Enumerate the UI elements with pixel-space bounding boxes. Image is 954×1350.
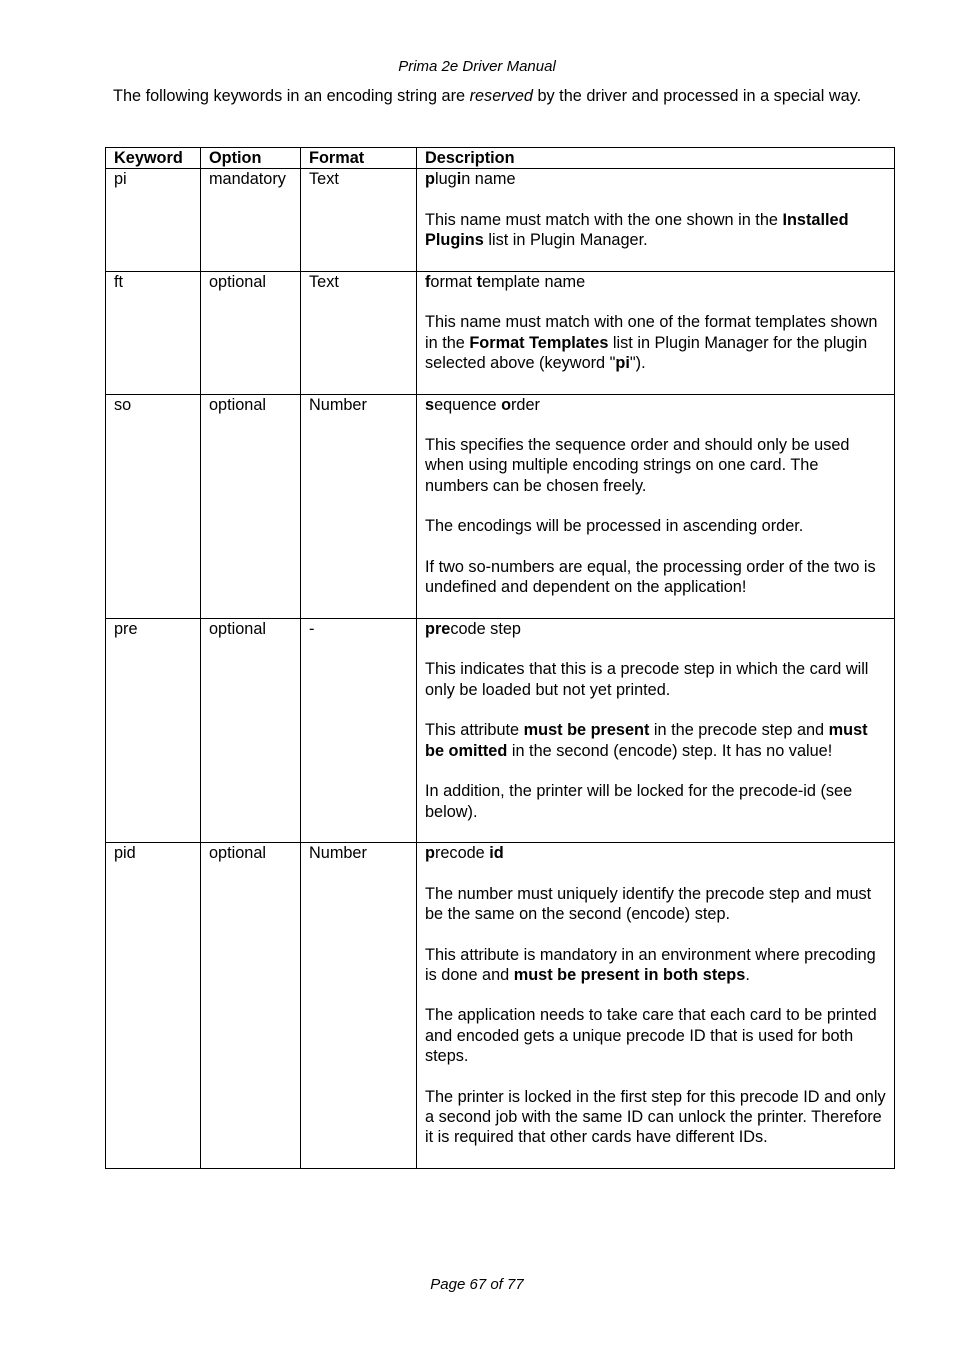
text: This attribute is mandatory in an environment where precoding is done and [425,945,876,984]
intro-paragraph [113,86,903,106]
format-cell: Number [301,843,417,1169]
text: code step [450,619,521,638]
format-cell: Number [301,394,417,618]
text: lug [434,170,457,189]
table-row [106,618,895,842]
text: The application needs to take care that each card to be printed and encoded gets a unique precode ID that is used for both steps. [425,1006,877,1066]
text: In addition, the printer will be locked for the precode-id (see below). [425,782,853,821]
description-paragraph [425,1005,886,1066]
table-body [106,169,895,1169]
description-cell [417,271,895,394]
keyword-cell: ft [106,271,201,394]
text: This name must match with one of the format templates shown in the [425,313,878,352]
text: in the second (encode) step. It has no value! [507,741,833,760]
header-keyword: Keyword [106,148,201,169]
text: If two so-numbers are equal, the processing order of the two is undefined and dependent on the application! [425,557,876,597]
description-paragraph [425,619,886,639]
header-description: Description [417,148,895,169]
header-format: Format [301,148,417,169]
text: list in Plugin Manager. [483,231,648,250]
table-row [106,843,895,1169]
text: rder [511,395,540,414]
option-cell: mandatory [201,169,301,271]
keyword-table [105,147,895,1169]
format-cell: Text [301,169,417,271]
intro-text-before: The following keywords in an encoding string are [113,87,470,105]
text: This specifies the sequence order and should only be used when using multiple encoding strings on one card. The numbers can be chosen freely. [425,436,850,495]
text: This indicates that this is a precode step in which the card will only be loaded but not yet printed. [425,660,869,699]
option-cell: optional [201,394,301,618]
option-cell: optional [201,271,301,394]
description-paragraph [425,557,886,598]
description-paragraph [425,1087,886,1148]
option-cell: optional [201,618,301,842]
page-header: Prima 2e Driver Manual [398,58,556,75]
page-footer: Page 67 of 77 [430,1276,524,1293]
text: "). [629,353,646,372]
bold-text: must be present [523,721,650,740]
keyword-cell: pi [106,169,201,271]
description-cell [417,169,895,271]
table-row [106,394,895,618]
bold-text: f [425,272,431,291]
text: list in Plugin Manager for the plugin selected above (keyword " [425,333,868,372]
text: The number must uniquely identify the precode step and must be the same on the second (encode) step. [425,884,872,923]
text: n name [461,170,516,189]
keyword-cell: pid [106,843,201,1169]
text: equence [434,395,502,414]
intro-emphasis: reserved [469,87,533,105]
table-row [106,169,895,271]
text: emplate name [482,272,586,291]
description-paragraph [425,843,886,863]
text: This attribute [425,721,524,740]
bold-text: p [425,844,435,863]
text: ormat [430,272,477,291]
keyword-cell: so [106,394,201,618]
bold-text: o [501,395,512,414]
bold-text: Installed Plugins [425,210,849,250]
description-paragraph [425,312,886,373]
bold-text: must be present in both steps [513,965,746,984]
text: in the precode step and [649,721,829,740]
bold-text: pre [425,619,451,638]
option-cell: optional [201,843,301,1169]
description-paragraph [425,720,886,761]
description-paragraph [425,435,886,496]
text: The printer is locked in the first step for this precode ID and only a second job with the same ID can unlock the printer. Therefore it is required that other cards have different IDs. [425,1087,886,1147]
description-paragraph [425,210,886,251]
description-paragraph [425,516,886,536]
bold-text: s [425,395,435,414]
header-option: Option [201,148,301,169]
keyword-cell: pre [106,618,201,842]
text: recode [434,844,490,863]
description-paragraph [425,945,886,986]
description-paragraph [425,169,886,189]
bold-text: id [489,844,504,863]
table-header-row [106,148,895,169]
text: . [745,965,750,984]
intro-text-after: by the driver and processed in a special way. [532,87,862,105]
text: This name must match with the one shown in the [425,210,783,229]
bold-text: p [425,170,435,189]
description-cell [417,843,895,1169]
bold-text: must be omitted [425,721,868,760]
description-paragraph [425,781,886,822]
table-row [106,271,895,394]
description-paragraph [425,659,886,700]
description-cell [417,618,895,842]
description-paragraph [425,884,886,925]
bold-text: t [476,272,482,291]
text: The encodings will be processed in ascending order. [425,517,804,536]
description-cell [417,394,895,618]
bold-text: i [456,170,462,189]
bold-text: pi [615,353,630,372]
bold-text: Format Templates [469,333,609,352]
description-paragraph [425,272,886,292]
description-paragraph [425,395,886,415]
format-cell: Text [301,271,417,394]
format-cell: - [301,618,417,842]
